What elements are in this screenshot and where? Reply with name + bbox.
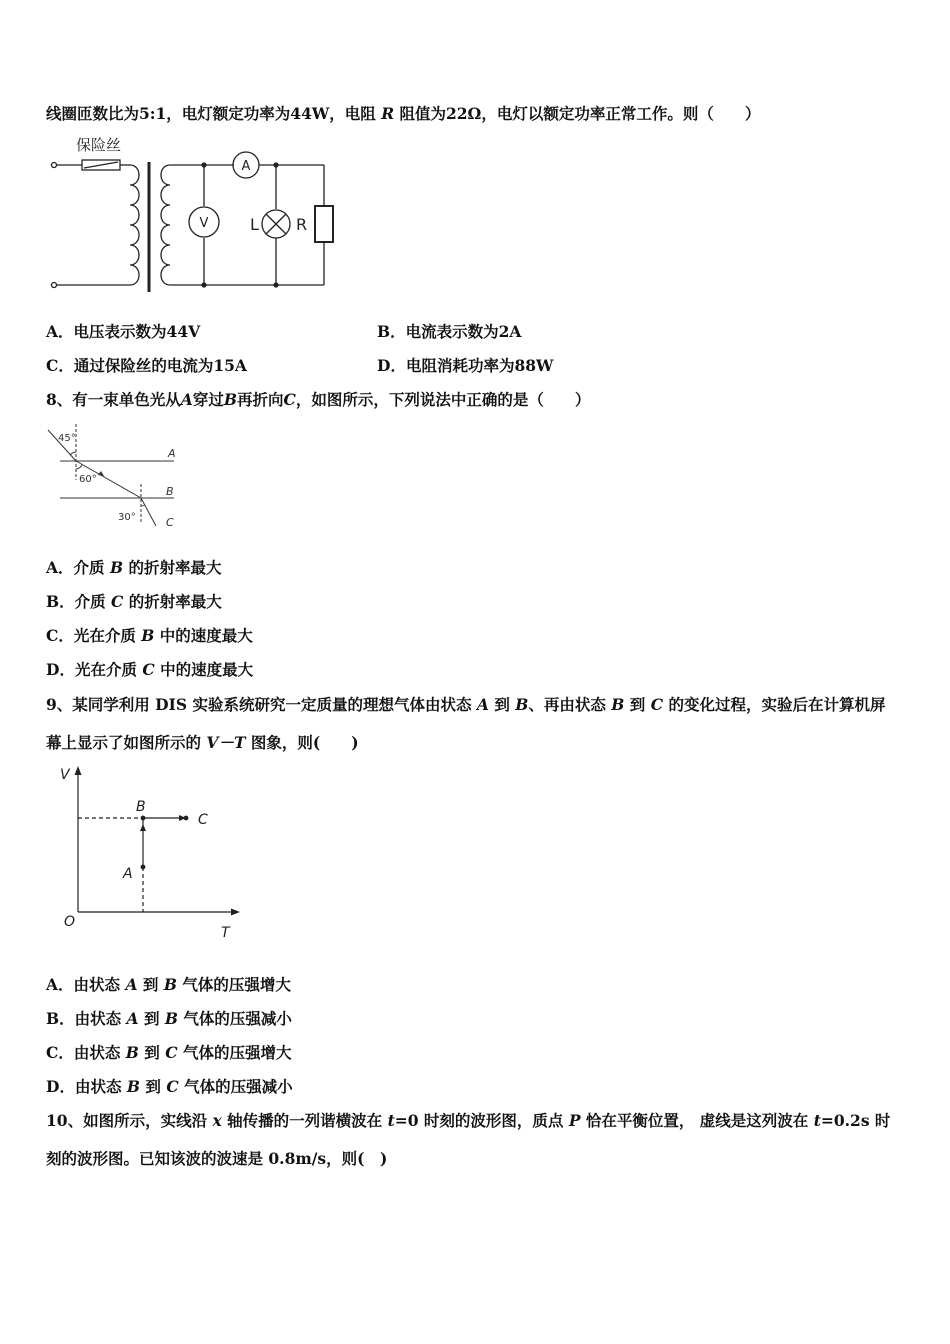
q7-option-a[interactable]: A．电压表示数为44V [46,322,201,341]
q9-vt-graph [58,762,258,942]
state-c-label: C [198,812,208,828]
q9-option-d[interactable]: D．由状态 B 到 C 气体的压强减小 [46,1077,293,1096]
state-b-label: B [136,799,146,815]
q7-circuit-figure [46,132,346,297]
q9-stem-line1: 9、某同学利用 DIS 实验系统研究一定质量的理想气体由状态 A 到 B、再由状态 B 到 C 的变化过程，实验后在计算机屏 [46,695,886,714]
q7-stem: 线圈匝数比为5:1，电灯额定功率为44W，电阻 R 阻值为22Ω，电灯以额定功率正常工作。则（ ） [46,104,761,123]
q8-option-c[interactable]: C．光在介质 B 中的速度最大 [46,626,253,645]
v-axis-label: V [60,767,70,783]
q10-stem-line2: 刻的波形图。已知该波的波速是 0.8m/s，则( ) [46,1149,388,1168]
origin-label: O [64,914,76,930]
angle-60-label: 60° [79,474,97,485]
q7-option-d[interactable]: D．电阻消耗功率为88W [377,356,554,375]
q9-stem-line2: 幕上显示了如图所示的 V－T 图象，则( ) [46,733,359,752]
q10-stem-line1: 10、如图所示，实线沿 x 轴传播的一列谐横波在 t=0 时刻的波形图，质点 P 恰在平衡位置， 虚线是这列波在 t=0.2s 时 [46,1111,891,1130]
angle-45-label: 45° [58,433,76,444]
fuse-label: 保险丝 [76,136,122,154]
q8-option-b[interactable]: B．介质 C 的折射率最大 [46,592,222,611]
q7-option-c[interactable]: C．通过保险丝的电流为15A [46,356,247,375]
voltmeter-label: V [199,216,209,231]
q7-option-b[interactable]: B．电流表示数为2A [377,322,522,341]
angle-30-label: 30° [118,512,136,523]
medium-a-label: A [168,447,176,460]
resistor-label: R [296,215,308,234]
q9-option-b[interactable]: B．由状态 A 到 B 气体的压强减小 [46,1009,292,1028]
ammeter-label: A [241,159,251,174]
q8-option-d[interactable]: D．光在介质 C 中的速度最大 [46,660,254,679]
q8-option-a[interactable]: A．介质 B 的折射率最大 [46,558,222,577]
lamp-label: L [250,215,259,234]
q9-option-c[interactable]: C．由状态 B 到 C 气体的压强增大 [46,1043,292,1062]
q9-option-a[interactable]: A．由状态 A 到 B 气体的压强增大 [46,975,291,994]
t-axis-label: T [221,925,230,941]
medium-b-label: B [166,485,174,498]
q8-refraction-figure [46,424,196,534]
state-a-label: A [123,866,133,882]
medium-c-label: C [166,516,174,529]
q8-stem: 8、有一束单色光从A穿过B再折向C，如图所示，下列说法中正确的是（ ） [46,390,591,409]
